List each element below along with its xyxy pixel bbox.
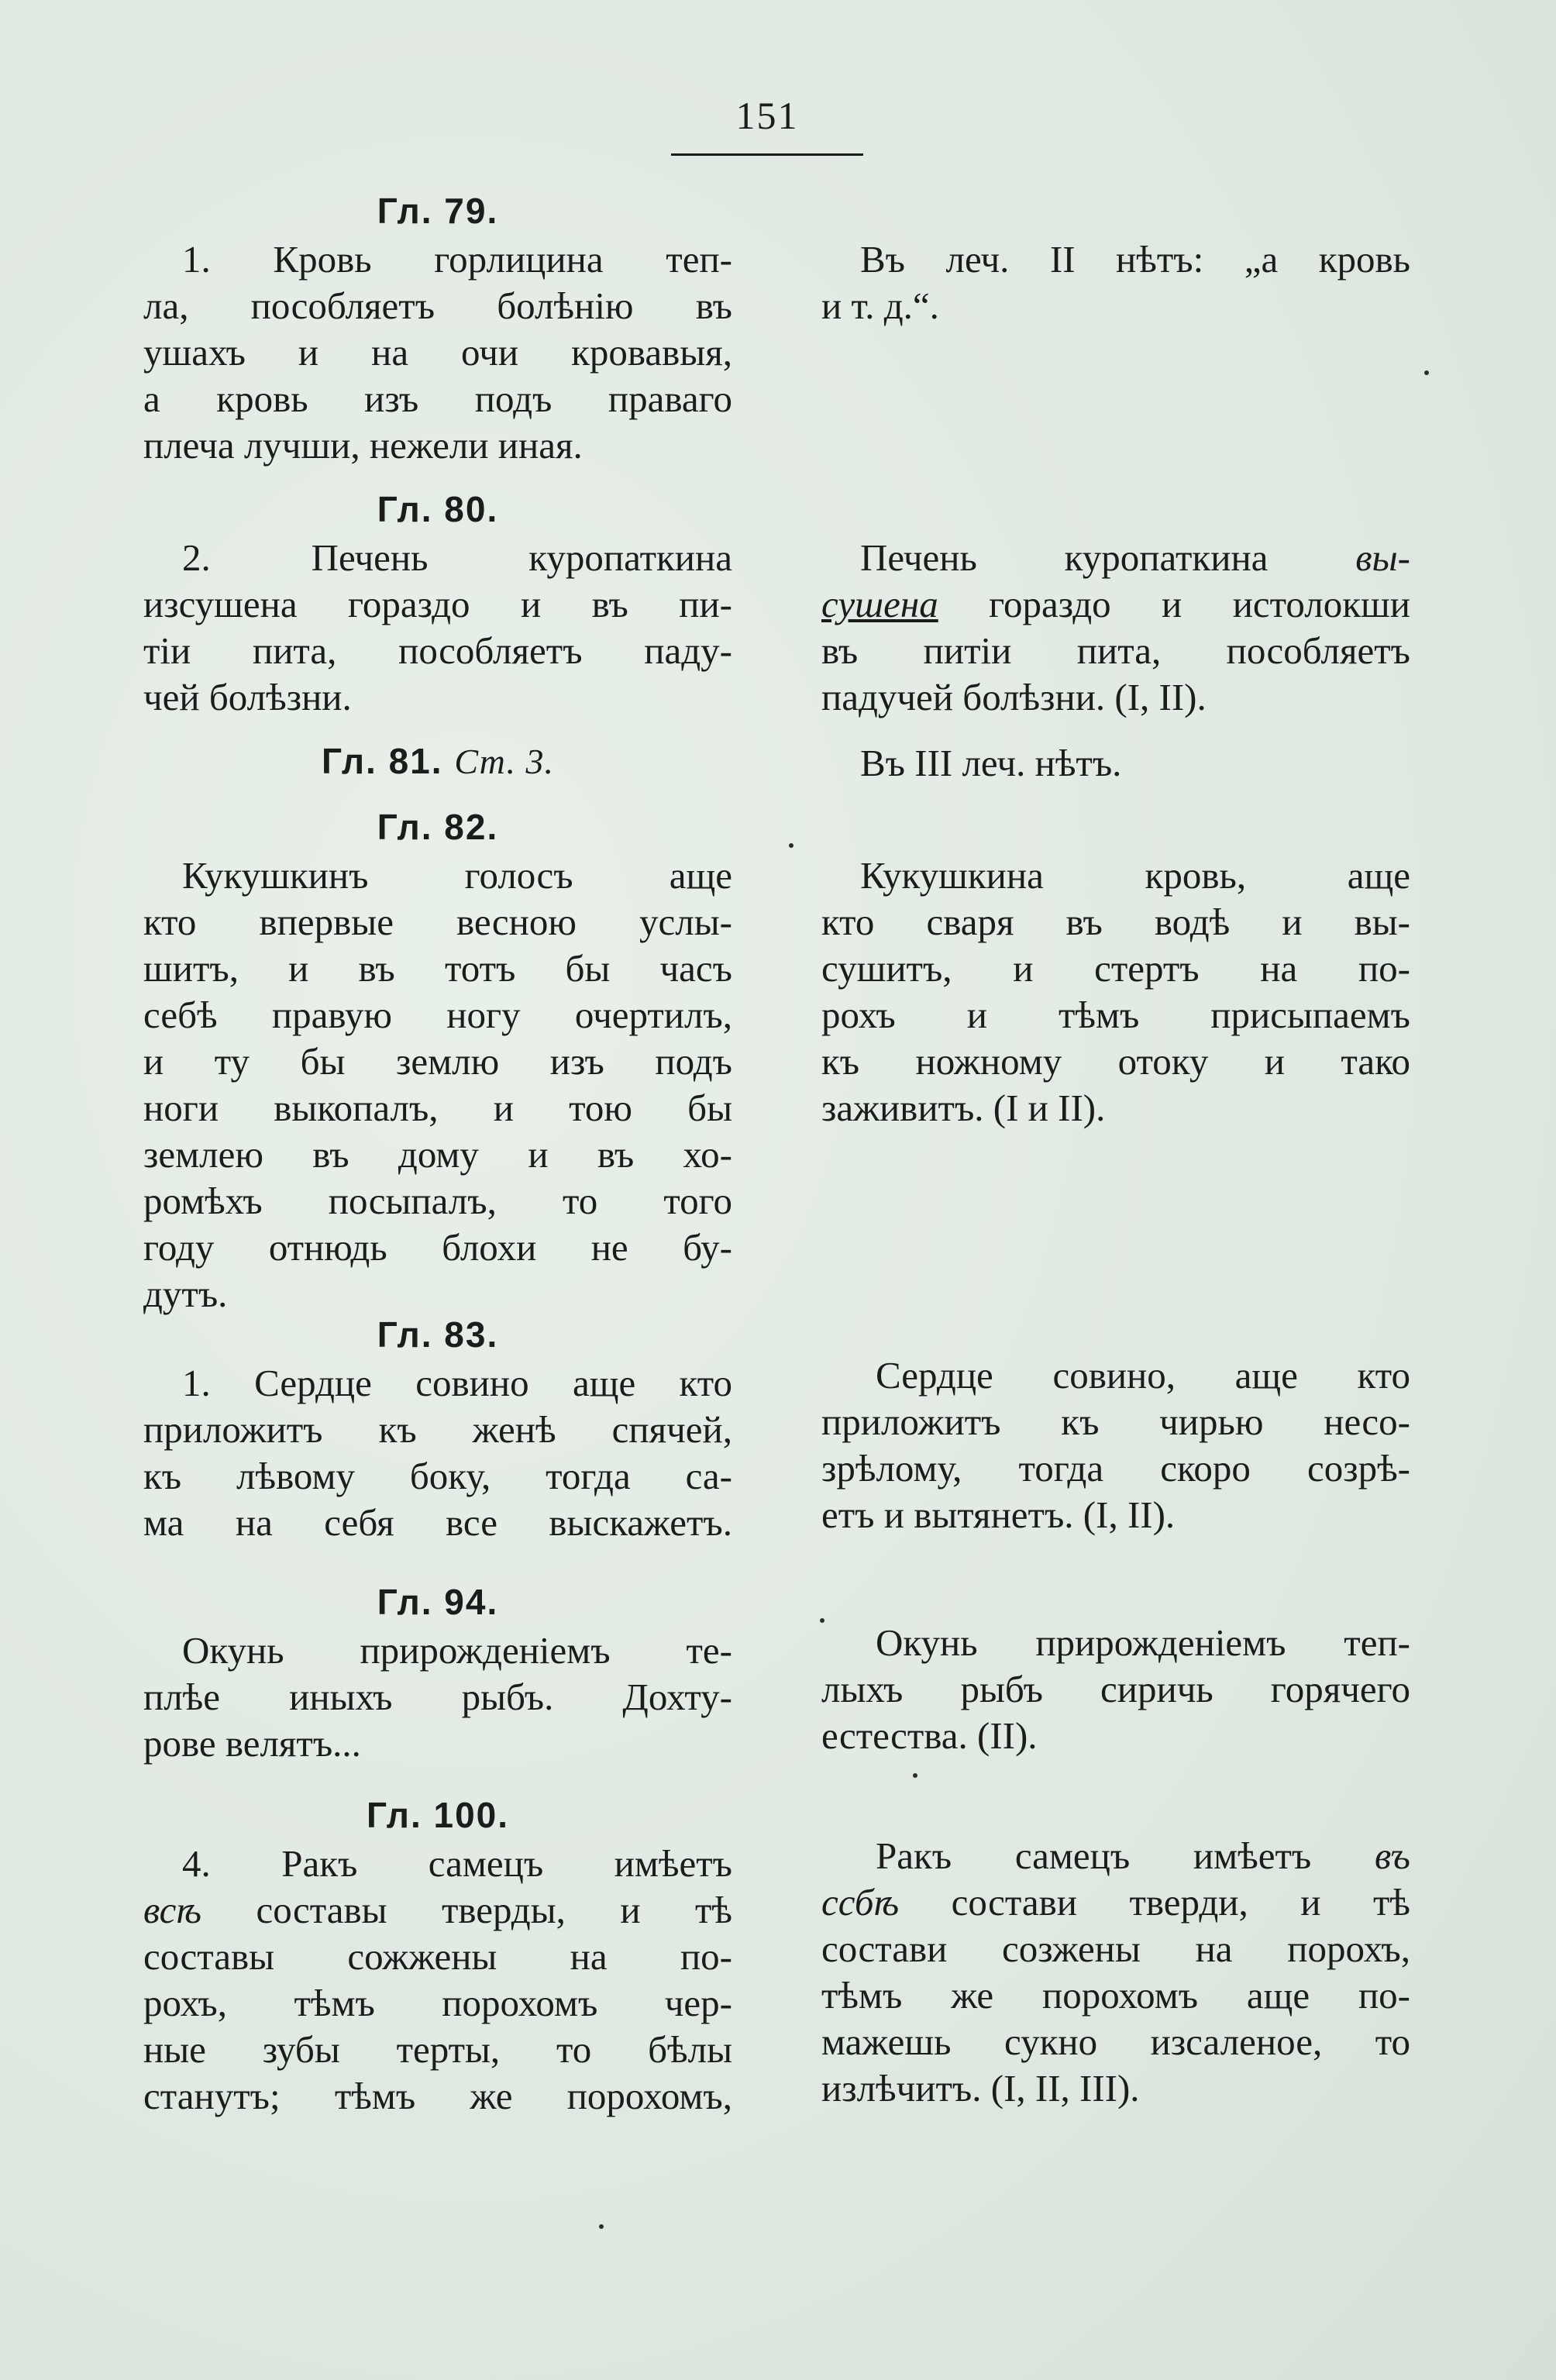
text-line: къ лѣвому боку, тогда са- — [143, 1455, 732, 1497]
left-paragraph-79 — [143, 236, 732, 469]
page-number: 151 — [735, 94, 799, 137]
text-line: Окунь прирожденіемъ те- — [182, 1629, 732, 1672]
left-paragraph-80 — [143, 535, 732, 721]
text-line — [821, 1833, 1410, 1879]
right-note-81 — [821, 740, 1410, 787]
text-line: 2. Печень куропаткина — [182, 536, 732, 579]
text-line: рове велятъ... — [143, 1722, 361, 1765]
text-line: кто впервые весною услы- — [143, 901, 732, 943]
text-line: станутъ; тѣмъ же порохомъ, — [143, 2075, 732, 2117]
text-line: ушахъ и на очи кровавыя, — [143, 331, 732, 374]
text-line: рохъ и тѣмъ присыпаемъ — [821, 994, 1410, 1036]
text-line: приложитъ къ чирью несо- — [821, 1400, 1410, 1443]
ink-speck — [599, 2224, 604, 2229]
header-rule — [671, 153, 863, 156]
text-line: 1. Кровь горлицина теп- — [182, 238, 732, 281]
text-line: ла, пособляетъ болѣнію въ — [143, 284, 732, 327]
right-note-94 — [821, 1620, 1410, 1759]
right-note-79 — [821, 236, 1410, 329]
right-note-82 — [821, 852, 1410, 1131]
text-line: плѣе иныхъ рыбъ. Дохту- — [143, 1676, 732, 1718]
text-line: Кукушкина кровь, аще — [860, 854, 1410, 897]
right-note-83 — [821, 1352, 1410, 1538]
ink-speck — [820, 1618, 824, 1623]
text-line — [821, 1879, 1410, 1926]
text-line: состави созжены на порохъ, — [821, 1927, 1410, 1970]
text-line: 1. Сердце совино аще кто — [182, 1362, 732, 1404]
text-line: дутъ. — [143, 1273, 228, 1315]
text-line: естества. (II). — [821, 1714, 1038, 1757]
text-line: заживитъ. (I и II). — [821, 1087, 1106, 1129]
right-note-100 — [821, 1833, 1410, 2112]
text-line: и т. д.“. — [821, 284, 939, 327]
text-line: Сердце совино, аще кто — [876, 1354, 1410, 1397]
text-line: ные зубы терты, то бѣлы — [143, 2028, 732, 2071]
chapter-heading-83: Гл. 83. — [377, 1314, 499, 1355]
text-line: излѣчитъ. (I, II, III). — [821, 2067, 1140, 2110]
text-line: падучей болѣзни. (I, II). — [821, 676, 1207, 718]
text-fragment: Печень куропаткина — [860, 536, 1356, 579]
text-line: мажешь сукно изсаленое, то — [821, 2020, 1410, 2063]
chapter-heading-82: Гл. 82. — [377, 807, 499, 847]
text-line: ма на себя все выскажетъ. — [143, 1501, 732, 1544]
chapter-heading-80: Гл. 80. — [377, 489, 499, 529]
text-line: ромѣхъ посыпалъ, то того — [143, 1180, 732, 1222]
text-line: въ питіи пита, пособляетъ — [821, 629, 1410, 672]
text-fragment: гораздо и истолокши — [938, 583, 1410, 625]
text-line: Въ III леч. нѣтъ. — [860, 742, 1122, 784]
text-line: а кровь изъ подъ праваго — [143, 377, 732, 420]
text-line: Въ леч. II нѣтъ: „а кровь — [860, 238, 1410, 281]
right-note-80 — [821, 535, 1410, 721]
text-line: сушитъ, и стертъ на по- — [821, 947, 1410, 990]
text-line: лыхъ рыбъ сиричь горячего — [821, 1668, 1410, 1710]
text-line: составы сожжены на по- — [143, 1935, 732, 1978]
text-line: изсушена гораздо и въ пи- — [143, 583, 732, 625]
chapter-heading-100: Гл. 100. — [366, 1795, 510, 1835]
text-line: себѣ правую ногу очертилъ, — [143, 994, 732, 1036]
text-fragment: составы тверды, и тѣ — [201, 1889, 732, 1931]
text-line: етъ и вытянетъ. (I, II). — [821, 1493, 1176, 1536]
chapter-heading-81 — [143, 740, 732, 782]
text-line: кто сваря въ водѣ и вы- — [821, 901, 1410, 943]
left-paragraph-94 — [143, 1627, 732, 1767]
left-paragraph-82 — [143, 852, 732, 1317]
left-paragraph-100 — [143, 1841, 732, 2120]
text-line — [821, 581, 1410, 628]
text-line: Окунь прирожденіемъ теп- — [876, 1621, 1410, 1664]
chapter-heading-79: Гл. 79. — [377, 191, 499, 231]
text-line: землею въ дому и въ хо- — [143, 1133, 732, 1176]
ink-speck — [789, 843, 793, 848]
ink-speck — [913, 1773, 917, 1778]
text-line: плеча лучши, нежели иная. — [143, 424, 583, 467]
text-line: ноги выкопалъ, и тою бы — [143, 1087, 732, 1129]
italic-word: ссбѣ — [821, 1881, 900, 1924]
italic-word: сушена — [821, 583, 938, 625]
chapter-label-81: Гл. 81. — [322, 741, 443, 781]
text-line: шитъ, и въ тотъ бы часъ — [143, 947, 732, 990]
italic-word: вы- — [1355, 536, 1410, 579]
text-line: Кукушкинъ голосъ аще — [182, 854, 732, 897]
italic-word: всѣ — [143, 1889, 202, 1931]
text-line: году отнюдь блохи не бу- — [143, 1226, 732, 1269]
text-line — [821, 535, 1410, 581]
ink-speck — [1424, 370, 1429, 375]
italic-word: въ — [1374, 1834, 1410, 1877]
text-line: 4. Ракъ самецъ имѣетъ — [182, 1842, 732, 1885]
text-line: и ту бы землю изъ подъ — [143, 1040, 732, 1083]
text-line: рохъ, тѣмъ порохомъ чер- — [143, 1982, 732, 2024]
text-line — [143, 1887, 732, 1934]
text-line: чей болѣзни. — [143, 676, 352, 718]
chapter-heading-94: Гл. 94. — [377, 1582, 499, 1622]
text-fragment: Ракъ самецъ имѣетъ — [876, 1834, 1375, 1877]
text-line: приложитъ къ женѣ спячей, — [143, 1408, 732, 1451]
text-fragment: состави тверди, и тѣ — [899, 1881, 1410, 1924]
verse-reference: Ст. 3. — [454, 742, 554, 781]
text-line: тіи пита, пособляетъ паду- — [143, 629, 732, 672]
text-line: къ ножному отоку и тако — [821, 1040, 1410, 1083]
left-paragraph-83 — [143, 1360, 732, 1546]
text-line: зрѣлому, тогда скоро созрѣ- — [821, 1447, 1410, 1490]
text-line: тѣмъ же порохомъ аще по- — [821, 1974, 1410, 2017]
